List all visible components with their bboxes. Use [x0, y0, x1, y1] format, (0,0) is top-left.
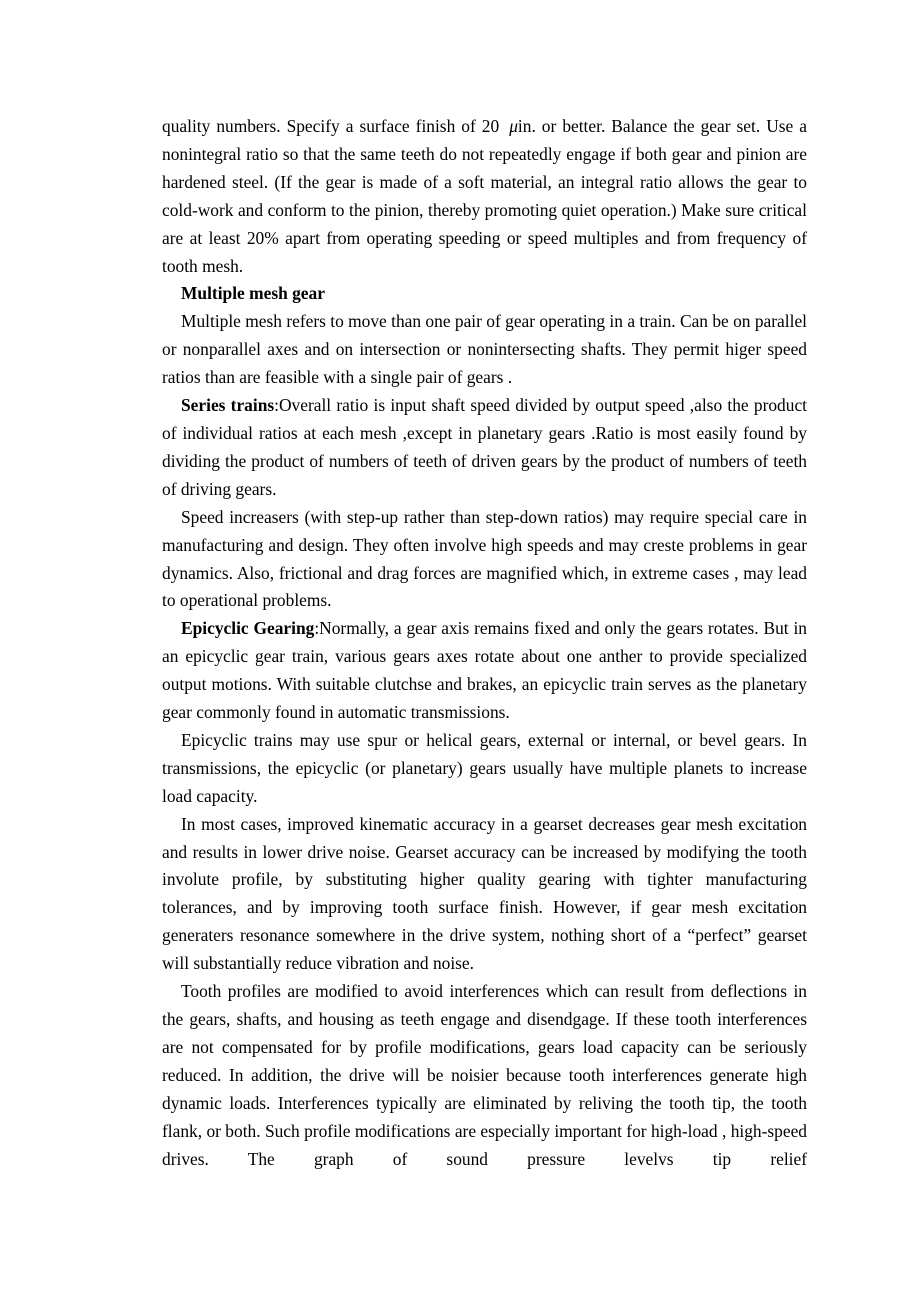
term-series-trains: Series trains	[181, 395, 275, 416]
epicyclic-gearing-body: :Normally, a gear axis remains fixed and only the gears rotates. But in an epicyclic gear train, various gears axes rotate about one anther to provide specialized output motions. With suitable clutchse and brakes, an epicyclic train serves as the planetary gear commonly found in automatic transmissions.	[162, 618, 807, 723]
series-trains-body: :Overall ratio is input shaft speed divided by output speed ,also the product of individual ratios at each mesh ,except in planetary gears .Ratio is most easily found by dividing the product of numbers of teeth of driven gears by the product of numbers of teeth of driving gears.	[162, 395, 807, 499]
paragraph-quality-finish	[162, 113, 807, 280]
paragraph-epicyclic-trains: Epicyclic trains may use spur or helical gears, external or internal, or bevel gears. In transmissions, the epicyclic (or planetary) gears usually have multiple planets to increase load capacity.	[162, 729, 807, 806]
paragraph-epicyclic-gearing	[162, 615, 807, 727]
paragraph-series-trains	[162, 392, 807, 504]
paragraph-tooth-profiles: Tooth profiles are modified to avoid interferences which can result from deflections in the gears, shafts, and housing as teeth engage and disendgage. If these tooth interferences are not compensated for by profile modifications, gears load capacity can be seriously reduced. In addition, the drive will be noisier because tooth interferences generate high dynamic loads. Interferences typically are eliminated by reliving the tooth tip, the tooth flank, or both. Such profile modifications are especially important for high-load , high-speed drives. The graph of sound pressure levelvs tip relief	[162, 981, 807, 1169]
micro-symbol: μ	[509, 116, 518, 136]
paragraph-multiple-mesh: Multiple mesh refers to move than one pair of gear operating in a train. Can be on parallel or nonparallel axes and on intersection or nonintersecting shafts. They permit higer speed ratios than are feasible with a single pair of gears .	[162, 311, 807, 388]
heading-multiple-mesh-gear: Multiple mesh gear	[181, 283, 325, 304]
paragraph-quality-finish-start: quality numbers. Specify a surface finish of 20	[162, 116, 500, 136]
paragraph-quality-finish-rest: in. or better. Balance the gear set. Use a nonintegral ratio so that the same teeth do not repeatedly engage if both gear and pinion are hardened steel. (If the gear is made of a soft material, an integral ratio allows the gear to cold-work and conform to the pinion, thereby promoting quiet operation.) Make sure critical are at least 20% apart from operating speeding or speed multiples and from frequency of tooth mesh.	[162, 116, 807, 276]
paragraph-speed-increasers: Speed increasers (with step-up rather than step-down ratios) may require special care in manufacturing and design. They often involve high speeds and may creste problems in gear dynamics. Also, frictional and drag forces are magnified which, in extreme cases , may lead to operational problems.	[162, 506, 807, 611]
body-text	[162, 113, 807, 1173]
term-epicyclic-gearing: Epicyclic Gearing	[181, 618, 315, 639]
paragraph-kinematic-accuracy: In most cases, improved kinematic accuracy in a gearset decreases gear mesh excitation and results in lower drive noise. Gearset accuracy can be increased by modifying the tooth involute profile, by substituting higher quality gearing with tighter manufacturing tolerances, and by improving tooth surface finish. However, if gear mesh excitation generaters resonance somewhere in the drive system, nothing short of a “perfect” gearset will substantially reduce vibration and noise.	[162, 813, 807, 974]
